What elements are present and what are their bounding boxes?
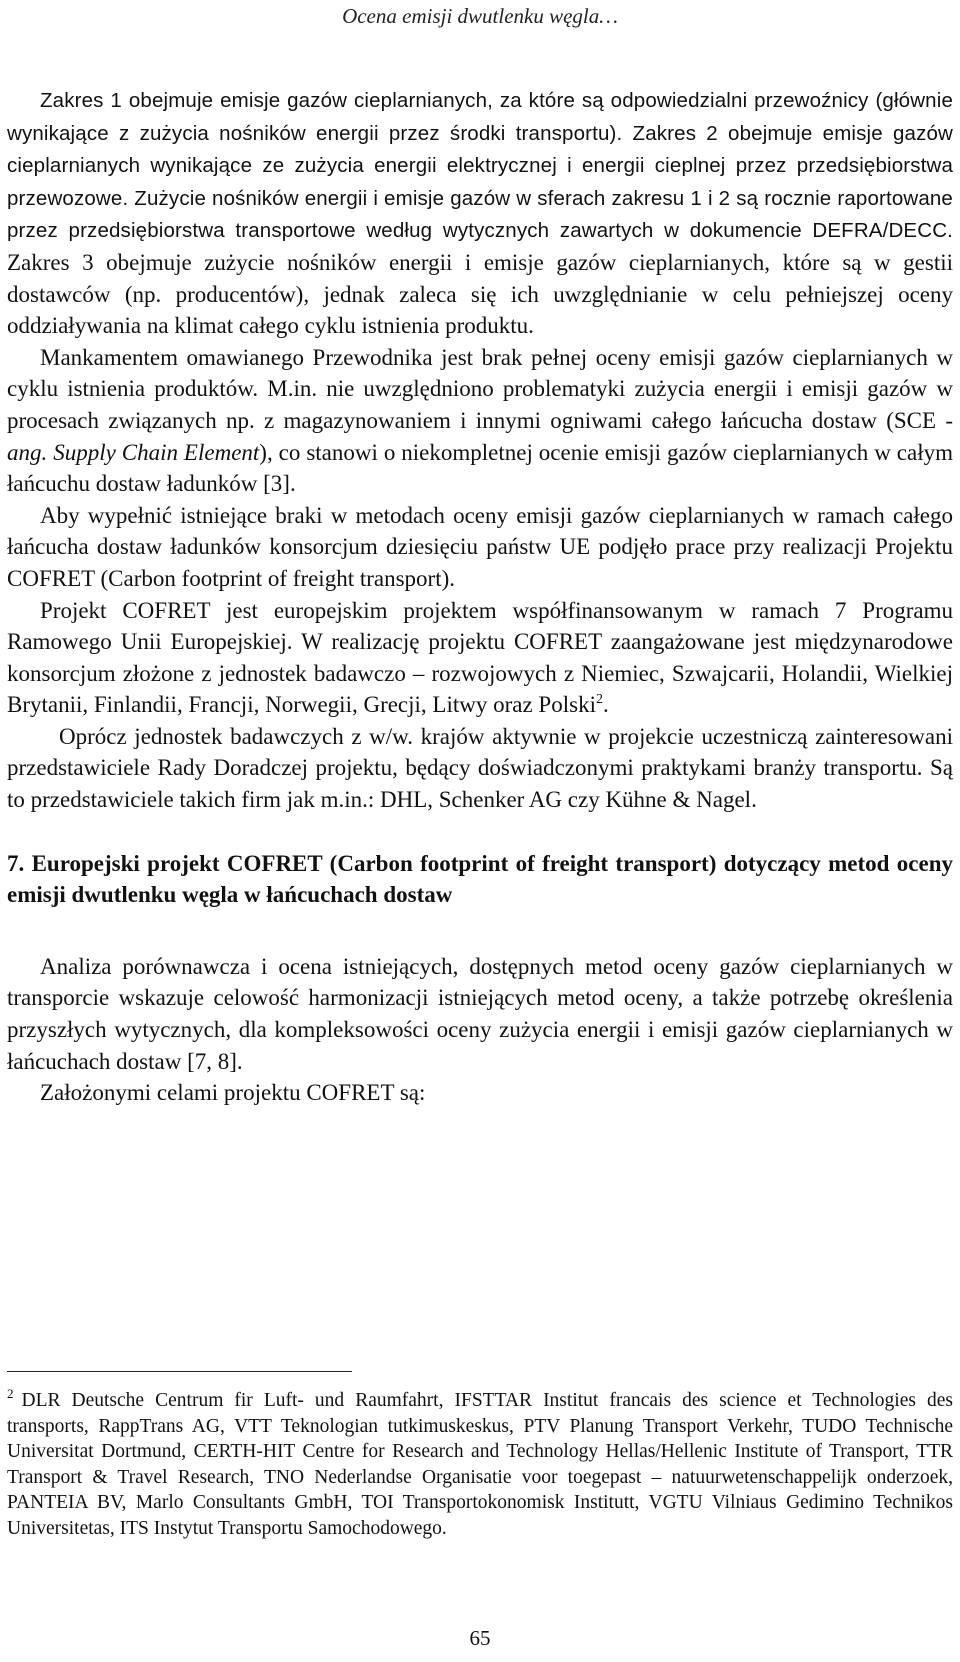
running-header: Ocena emisji dwutlenku węgla… bbox=[342, 4, 618, 28]
footnote-divider bbox=[7, 1371, 352, 1372]
footnote-2 bbox=[7, 1388, 953, 1542]
section-heading: 7. Europejski projekt COFRET (Carbon footprint of freight transport) dotyczący metod oceny emisji dwutlenku węgla w łańcuchach dostaw bbox=[7, 850, 953, 908]
paragraph-text-segment: ), co stanowi o niekompletnej ocenie emisji gazów cieplarnianych w całym łańcuchu dostaw ładunków [3]. bbox=[7, 439, 954, 497]
paragraph-emission-scopes bbox=[7, 84, 953, 342]
paragraph-sans-segment: Zakres 1 obejmuje emisje gazów cieplarnianych, za które są odpowiedzialni przewoźnicy (głównie wynikające z zużycia nośników energii przez środki transportu). Zakres 2 obejmuje emisje gazów cieplarnianych wynikające ze zużycia energii elektrycznej i energii cieplnej przez przedsiębiorstwa przewozowe. Zużycie nośników energii i emisje gazów w sferach zakresu 1 i 2 są rocznie raportowane przez przedsiębiorstwa transportowe według wytycznych zawartych w dokumencie DEFRA/DECC. bbox=[7, 89, 953, 243]
paragraph-serif-segment: Zakres 3 obejmuje zużycie nośników energii i emisje gazów cieplarnianych, które są w gestii dostawców (np. producentów), jednak zaleca się ich uwzględnianie w celu pełniejszej oceny oddziaływania na klimat całego cyklu istnienia produktu. bbox=[7, 249, 953, 339]
page-number: 65 bbox=[469, 1626, 491, 1650]
paragraph-text-segment: Mankamentem omawianego Przewodnika jest brak pełnej oceny emisji gazów cieplarnianych w cyklu istnienia produktów. M.in. nie uwzględniono problematyki zużycia energii i emisji gazów w procesach związanych np. z magazynowaniem i innymi ogniwami całego łańcucha dostaw (SCE - bbox=[7, 344, 953, 433]
paragraph-advisory-board: Oprócz jednostek badawczych z w/w. krajów aktywnie w projekcie uczestniczą zainteresowani przedstawiciele Rady Doradczej projektu, będący doświadczonymi praktykami branży transportu. Są to przedstawiciele takich firm jak m.in.: DHL, Schenker AG czy Kühne & Nagel. bbox=[7, 723, 953, 813]
footnotes bbox=[7, 1388, 953, 1542]
body-text bbox=[7, 84, 953, 1109]
paragraph-cofret-consortium bbox=[7, 595, 953, 721]
paragraph-text-segment: . bbox=[602, 692, 609, 718]
paragraph-comparative-analysis: Analiza porównawcza i ocena istniejących, dostępnych metod oceny gazów cieplarnianych w transporcie wskazuje celowość harmonizacji istniejących metod oceny, a także potrzebę określenia przyszłych wytycznych, dla kompleksowości oceny zużycia energii i emisji gazów cieplarnianych w łańcuchach dostaw [7, 8]. bbox=[7, 953, 953, 1074]
footnote-marker: 2 bbox=[7, 1386, 14, 1401]
paragraph-text-segment: Projekt COFRET jest europejskim projektem współfinansowanym w ramach 7 Programu Ramowego Unii Europejskiej. W realizację projektu COFRET zaangażowane jest międzynarodowe konsorcjum złożone z jednostek badawczo – rozwojowych z Niemiec, Szwajcarii, Holandii, Wielkiej Brytanii, Finlandii, Francji, Norwegii, Grecji, Litwy oraz Polski bbox=[7, 597, 953, 718]
section-spacer bbox=[7, 911, 953, 951]
paragraph-cofret-intro: Aby wypełnić istniejące braki w metodach oceny emisji gazów cieplarnianych w ramach całego łańcucha dostaw ładunków konsorcjum dziesięciu państw UE podjęło prace przy realizacji Projektu COFRET (Carbon footprint of freight transport). bbox=[7, 502, 953, 591]
paragraph-project-goals: Założonymi celami projektu COFRET są: bbox=[40, 1080, 426, 1106]
paragraph-guide-shortcoming bbox=[7, 342, 953, 500]
abbreviation-ang: ang. bbox=[7, 439, 48, 465]
footnote-reference[interactable]: 2 bbox=[595, 692, 603, 708]
term-supply-chain-element: Supply Chain Element bbox=[53, 439, 260, 465]
footnote-text: DLR Deutsche Centrum fir Luft- und Raumfahrt, IFSTTAR Institut francais des science et Technologies des transports, RappTrans AG, VTT Teknologian tutkimuskeskus, PTV Planung Transport Verkehr, TUDO Technische Universitat Dortmund, CERTH-HIT Centre for Research and Technology Hellas/Hellenic Institute of Transport, TTR Transport & Travel Research, TNO Nederlandse Organisatie voor toegepast – natuurwetenschappelijk onderzoek, PANTEIA BV, Marlo Consultants GmbH, TOI Transportokonomisk Institutt, VGTU Vilniaus Gedimino Technikos Universitetas, ITS Instytut Transportu Samochodowego. bbox=[7, 1390, 953, 1539]
